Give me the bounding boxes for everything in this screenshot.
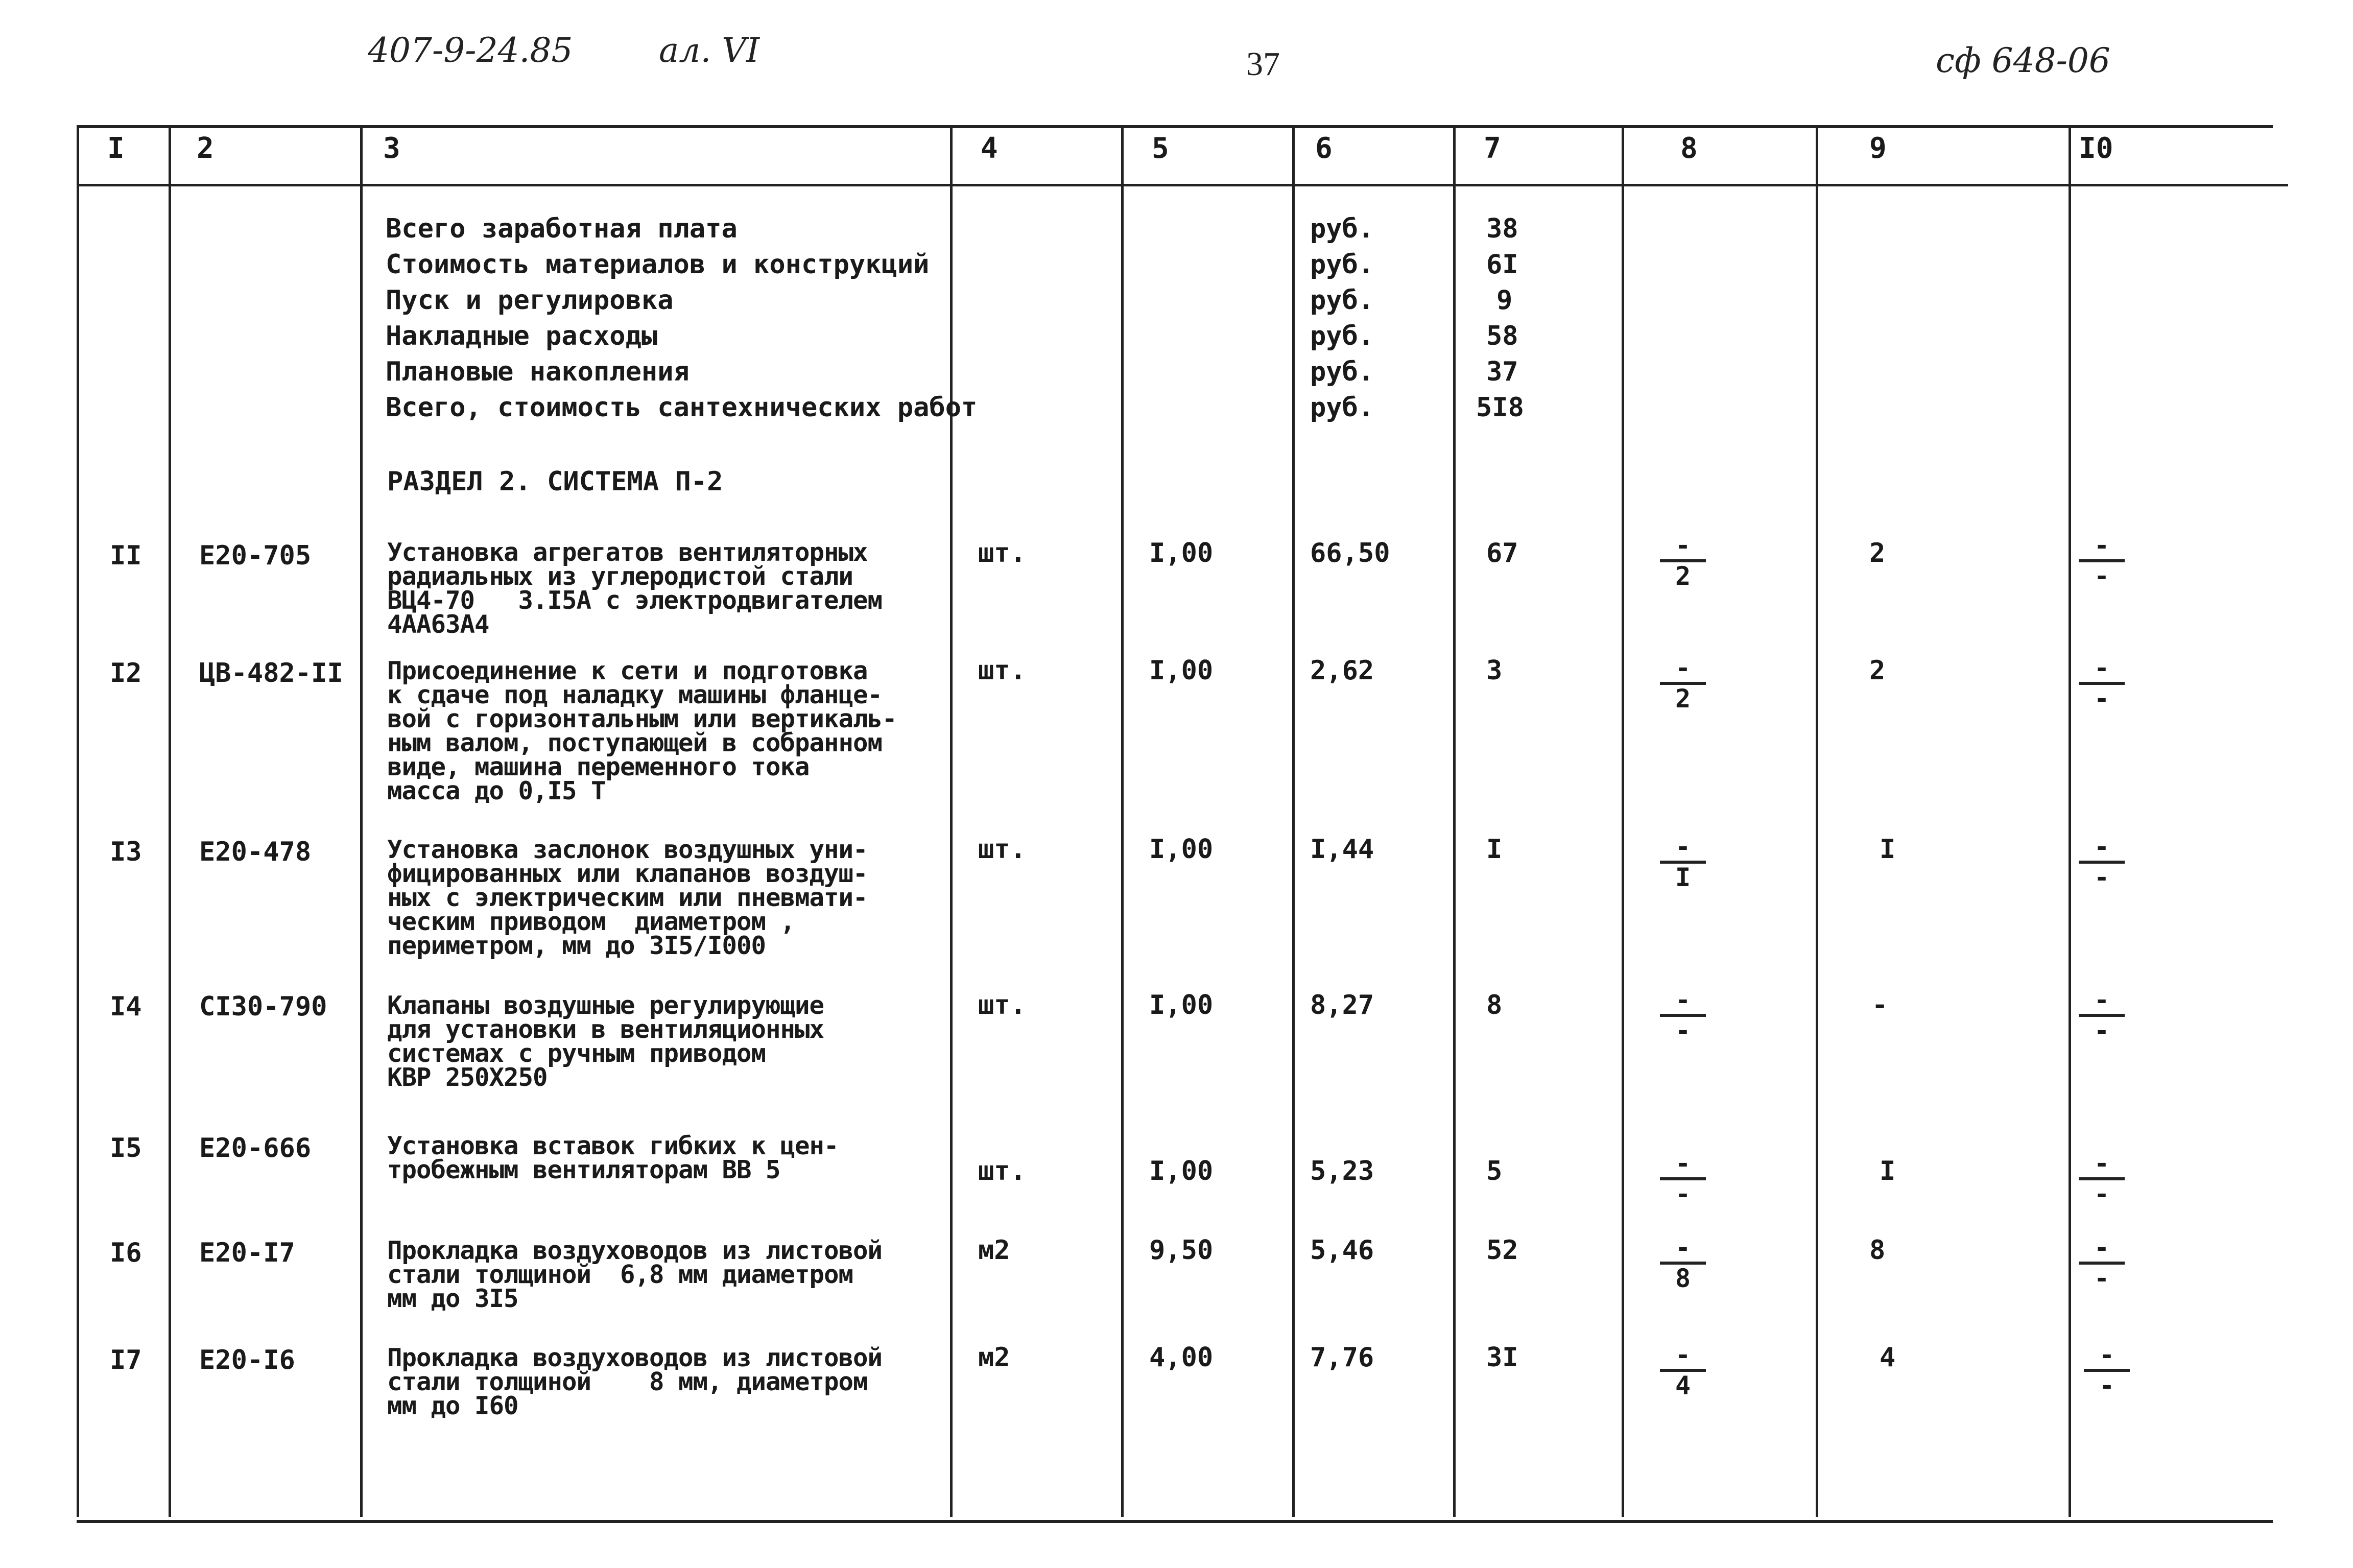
work-description: Присоединение к сети и подготовка к сдаче под наладку машины фланце- вой с горизонтальным или вертикаль- ным валом, поступающей в собранном виде, машина переменного тока масса до 0,I5 Т [387, 656, 897, 805]
col9-value: 4 [1880, 1342, 1896, 1373]
totals-value: 9 [1496, 285, 1513, 316]
col10-fraction: - - [2079, 1152, 2125, 1206]
totals-unit: руб. [1310, 321, 1374, 351]
total-cost: I [1486, 834, 1503, 865]
totals-value: 37 [1486, 357, 1518, 387]
rate-code: Е20-705 [199, 540, 312, 571]
row-number: I3 [110, 837, 142, 867]
quantity: I,00 [1149, 655, 1214, 686]
header-divider [77, 184, 2288, 186]
stamp-code: сф 648-06 [1936, 41, 2110, 80]
document-code: 407-9-24.85 [368, 31, 573, 70]
col8-fraction: - 8 [1660, 1236, 1706, 1290]
unit-price: 8,27 [1310, 990, 1374, 1020]
column-divider [360, 125, 363, 1517]
unit: м2 [978, 1235, 1010, 1266]
unit: шт. [978, 655, 1026, 686]
quantity: I,00 [1149, 834, 1214, 865]
row-number: I6 [110, 1238, 142, 1268]
unit-price: 5,23 [1310, 1156, 1374, 1186]
row-number: I2 [110, 658, 142, 688]
column-header: 4 [981, 132, 998, 165]
column-header: I0 [2079, 132, 2113, 165]
total-cost: 5 [1486, 1156, 1503, 1186]
col9-value: 2 [1869, 655, 1886, 686]
quantity: I,00 [1149, 990, 1214, 1020]
quantity: 9,50 [1149, 1235, 1214, 1266]
column-divider [2069, 125, 2071, 1517]
unit: м2 [978, 1342, 1010, 1373]
quantity: 4,00 [1149, 1342, 1214, 1373]
totals-value: 5I8 [1476, 392, 1524, 423]
section-title: РАЗДЕЛ 2. СИСТЕМА П-2 [387, 466, 723, 497]
col10-fraction: - - [2079, 988, 2125, 1042]
album-number: ал. VI [659, 31, 760, 70]
col10-fraction: - - [2084, 1343, 2130, 1397]
quantity: I,00 [1149, 1156, 1214, 1186]
total-cost: 3 [1486, 655, 1503, 686]
work-description: Установка вставок гибких к цен- тробежным вентиляторам ВВ 5 [387, 1131, 839, 1184]
column-divider [1622, 125, 1624, 1517]
rate-code: Е20-I6 [199, 1345, 295, 1375]
total-cost: 67 [1486, 538, 1518, 568]
col9-value: - [1872, 990, 1888, 1020]
row-number: II [110, 540, 142, 571]
rate-code: Е20-478 [199, 837, 312, 867]
col9-value: 8 [1869, 1235, 1886, 1266]
rate-code: Е20-666 [199, 1133, 312, 1163]
page-number: 37 [1246, 45, 1280, 83]
col9-value: I [1880, 834, 1896, 865]
totals-value: 38 [1486, 213, 1518, 244]
column-header: 2 [197, 132, 214, 165]
col8-fraction: - 2 [1660, 656, 1706, 710]
col8-fraction: - 4 [1660, 1343, 1706, 1397]
column-header: 7 [1484, 132, 1501, 165]
unit-price: 7,76 [1310, 1342, 1374, 1373]
totals-label: Всего заработная плата [386, 213, 738, 244]
col10-fraction: - - [2079, 656, 2125, 710]
unit-price: 2,62 [1310, 655, 1374, 686]
rate-code: СI30-790 [199, 991, 327, 1022]
totals-unit: руб. [1310, 213, 1374, 244]
totals-value: 58 [1486, 321, 1518, 351]
col10-fraction: - - [2079, 835, 2125, 889]
totals-label: Пуск и регулировка [386, 285, 674, 316]
col9-value: 2 [1869, 538, 1886, 568]
work-description: Прокладка воздуховодов из листовой стали толщиной 8 мм, диаметром мм до I60 [387, 1343, 883, 1420]
col10-fraction: - - [2079, 534, 2125, 588]
column-header: 3 [383, 132, 400, 165]
unit: шт. [978, 990, 1026, 1020]
row-number: I5 [110, 1133, 142, 1163]
work-description: Клапаны воздушные регулирующие для установки в вентиляционных системах с ручным приводом КВР 250Х250 [387, 991, 824, 1092]
total-cost: 8 [1486, 990, 1503, 1020]
totals-value: 6I [1486, 249, 1518, 280]
column-header: 6 [1315, 132, 1333, 165]
total-cost: 52 [1486, 1235, 1518, 1266]
unit-price: 5,46 [1310, 1235, 1374, 1266]
work-description: Прокладка воздуховодов из листовой стали толщиной 6,8 мм диаметром мм до 3I5 [387, 1236, 883, 1313]
col8-fraction: - 2 [1660, 534, 1706, 588]
column-divider [1816, 125, 1818, 1517]
quantity: I,00 [1149, 538, 1214, 568]
col9-value: I [1880, 1156, 1896, 1186]
totals-label: Накладные расходы [386, 321, 658, 351]
unit: шт. [978, 834, 1026, 865]
col8-fraction: - - [1660, 988, 1706, 1042]
col8-fraction: - - [1660, 1152, 1706, 1206]
column-divider [169, 125, 171, 1517]
row-number: I4 [110, 991, 142, 1022]
unit-price: 66,50 [1310, 538, 1390, 568]
col8-fraction: - I [1660, 835, 1706, 889]
column-header: 9 [1869, 132, 1887, 165]
totals-unit: руб. [1310, 249, 1374, 280]
totals-unit: руб. [1310, 392, 1374, 423]
column-divider [950, 125, 953, 1517]
column-header: 5 [1152, 132, 1169, 165]
totals-label: Плановые накопления [386, 357, 690, 387]
col10-fraction: - - [2079, 1236, 2125, 1290]
total-cost: 3I [1486, 1342, 1518, 1373]
rate-code: ЦВ-482-II [199, 658, 343, 688]
unit: шт. [978, 538, 1026, 568]
column-divider [77, 125, 79, 1517]
rate-code: Е20-I7 [199, 1238, 295, 1268]
totals-label: Стоимость материалов и конструкций [386, 249, 930, 280]
unit-price: I,44 [1310, 834, 1374, 865]
column-divider [1121, 125, 1124, 1517]
column-divider [1292, 125, 1295, 1517]
column-divider [1453, 125, 1456, 1517]
column-header: I [107, 132, 125, 165]
column-header: 8 [1680, 132, 1698, 165]
totals-unit: руб. [1310, 285, 1374, 316]
unit: шт. [978, 1156, 1026, 1186]
work-description: Установка заслонок воздушных уни- фицированных или клапанов воздуш- ных с электрическим или пневмати- ческим приводом диаметром , периметром, мм до 3I5/I000 [387, 835, 868, 960]
work-description: Установка агрегатов вентиляторных радиальных из углеродистой стали ВЦ4-70 3.I5А с электродвигателем 4АА63А4 [387, 538, 883, 639]
row-number: I7 [110, 1345, 142, 1375]
totals-label: Всего, стоимость сантехнических работ [386, 392, 978, 423]
totals-unit: руб. [1310, 357, 1374, 387]
